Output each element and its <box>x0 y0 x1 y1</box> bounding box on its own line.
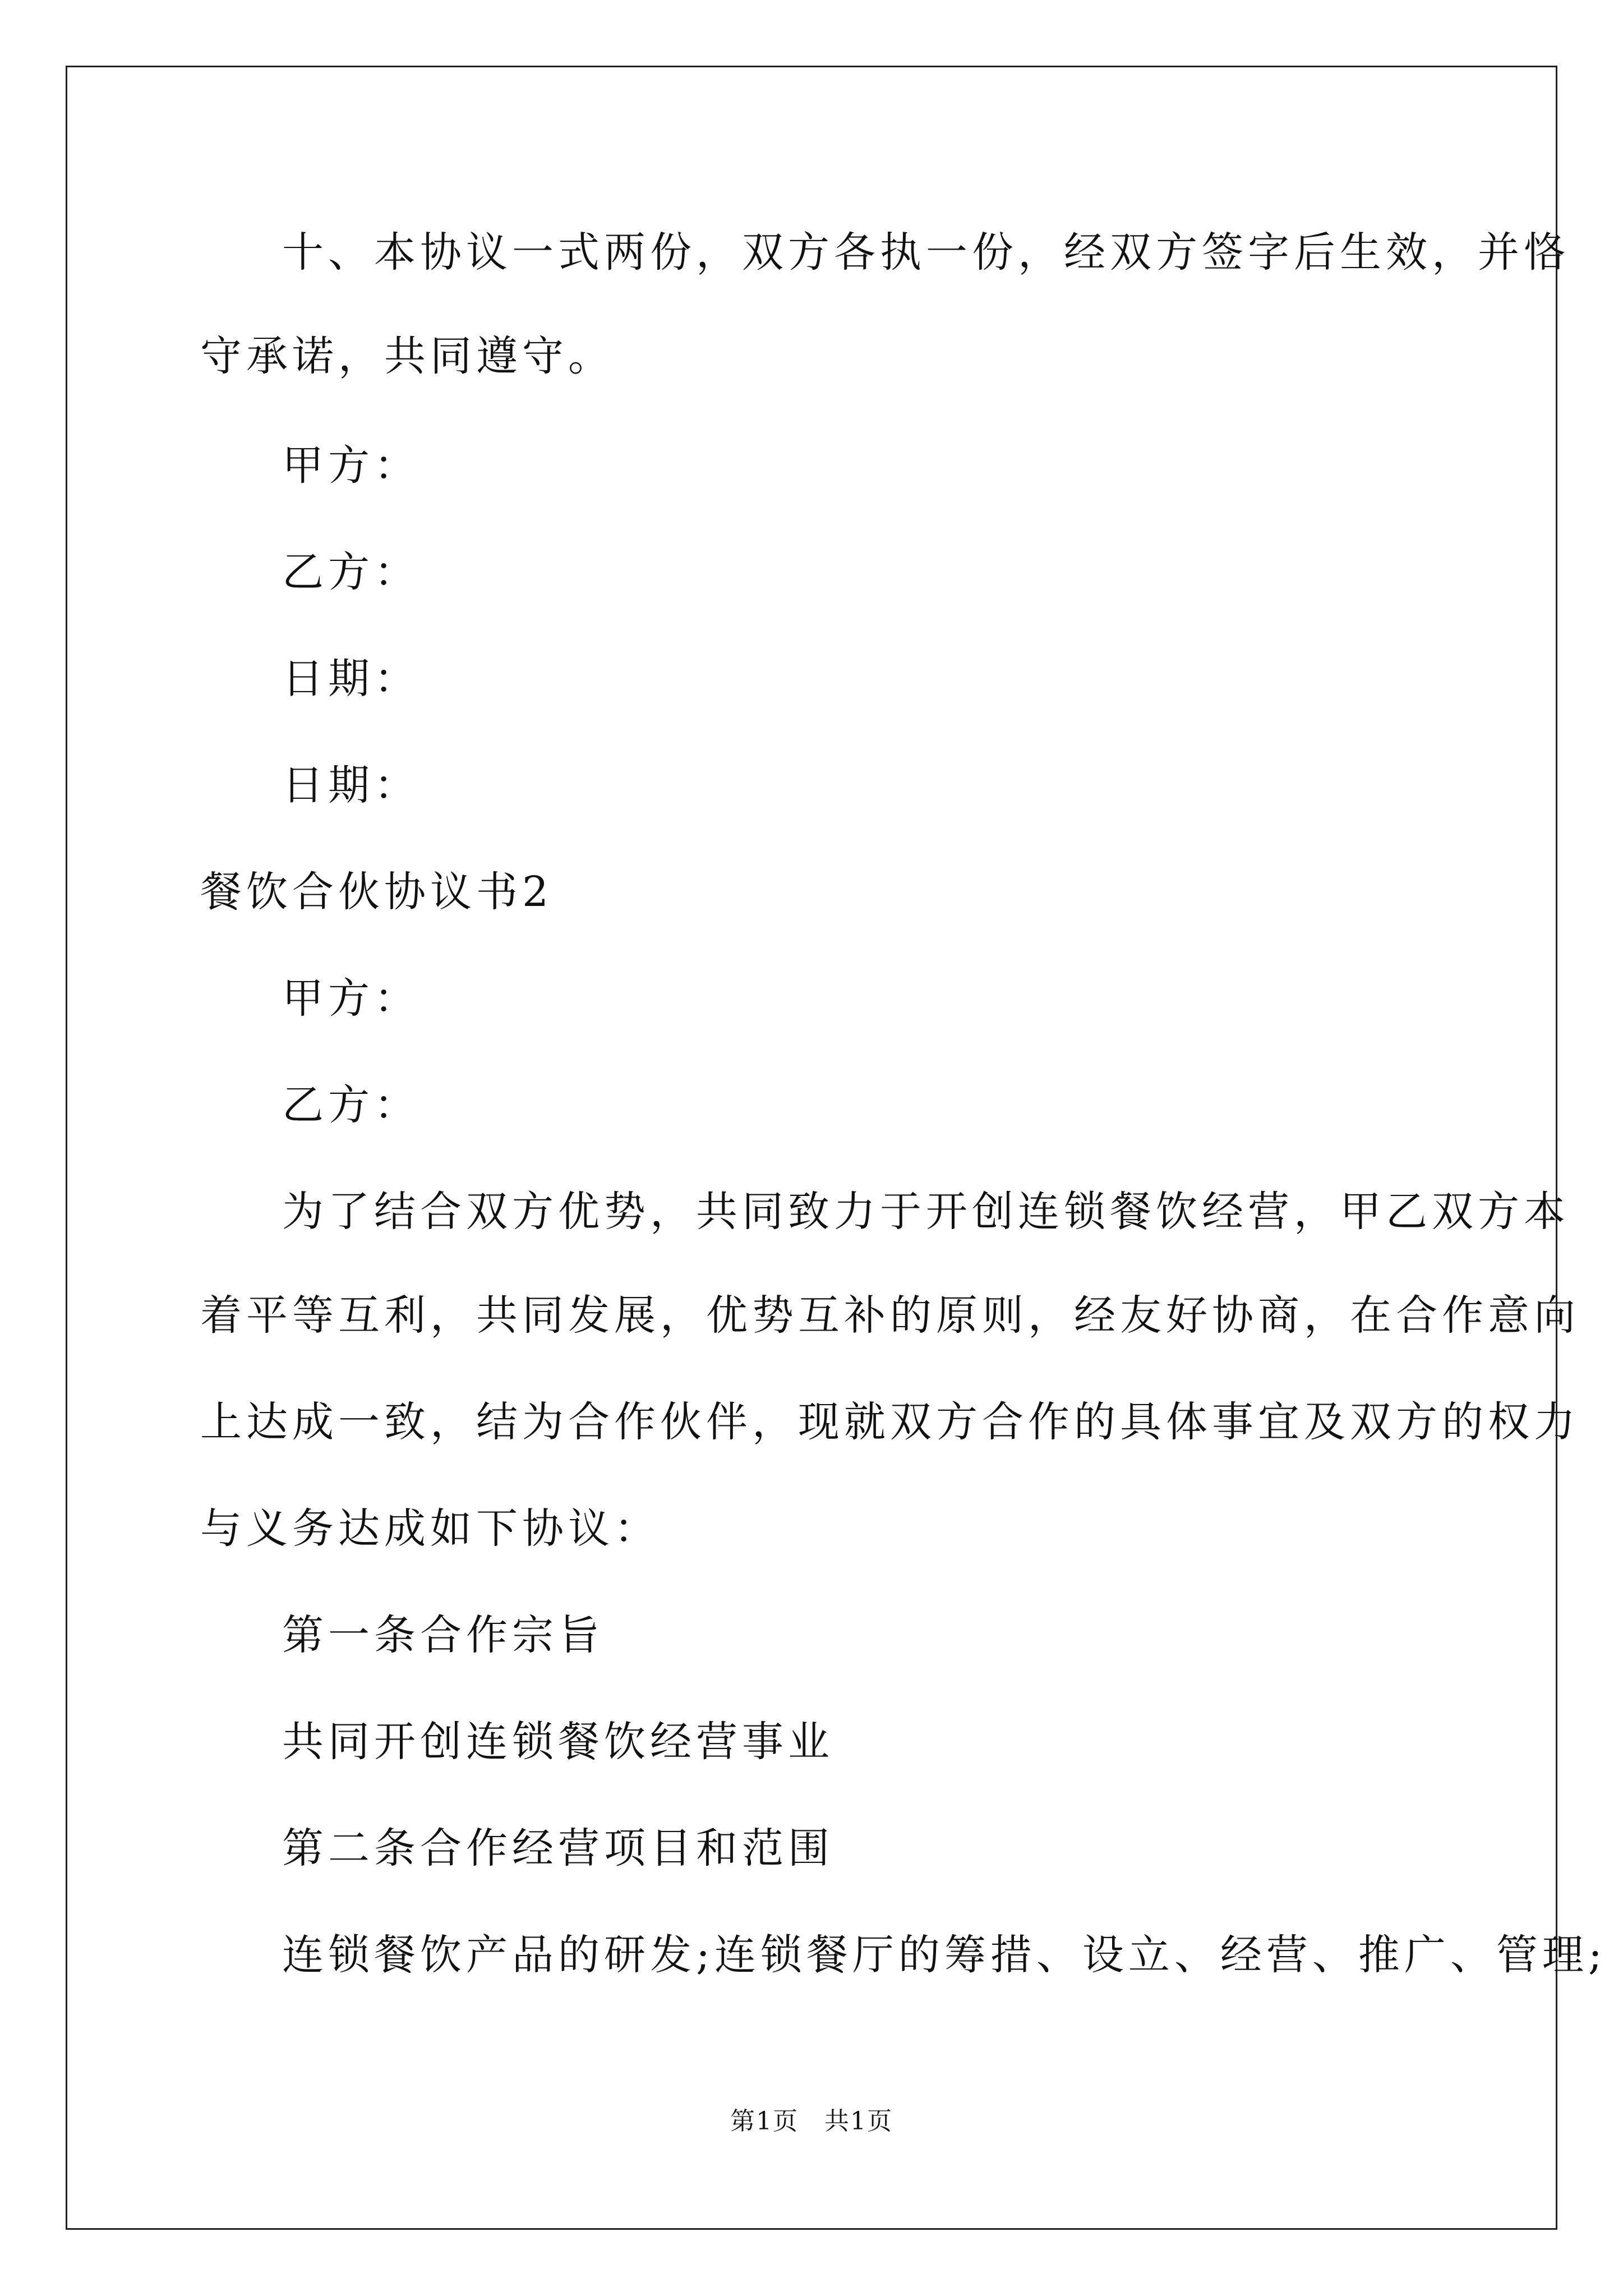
paragraph-line: 十、本协议一式两份，双方各执一份，经双方签字后生效，并恪 <box>282 228 1570 277</box>
paragraph-line: 守承诺，共同遵守。 <box>200 332 614 380</box>
paragraph-line: 着平等互利，共同发展，优势互补的原则，经友好协商，在合作意向 <box>200 1291 1580 1340</box>
paragraph-line: 共同开创连锁餐饮经营事业 <box>282 1718 834 1766</box>
article-heading: 第二条合作经营项目和范围 <box>282 1824 834 1872</box>
party-b-label: 乙方： <box>282 548 420 596</box>
paragraph-line: 为了结合双方优势，共同致力于开创连锁餐饮经营，甲乙双方本 <box>282 1188 1570 1236</box>
paragraph-line: 连锁餐饮产品的研发;连锁餐厅的筹措、设立、经营、推广、管理; <box>282 1931 1607 1979</box>
page-border <box>66 66 1557 2230</box>
article-heading: 第一条合作宗旨 <box>282 1611 604 1659</box>
date-label: 日期： <box>282 761 420 809</box>
party-b-label: 乙方： <box>282 1081 420 1129</box>
date-label: 日期： <box>282 655 420 703</box>
page-footer: 第1页 共1页 <box>730 2107 893 2136</box>
party-a-label: 甲方： <box>282 441 420 490</box>
section-title: 餐饮合伙协议书2 <box>200 868 554 916</box>
paragraph-line: 上达成一致，结为合作伙伴，现就双方合作的具体事宜及双方的权力 <box>200 1398 1580 1446</box>
paragraph-line: 与义务达成如下协议： <box>200 1504 660 1553</box>
party-a-label: 甲方： <box>282 974 420 1023</box>
